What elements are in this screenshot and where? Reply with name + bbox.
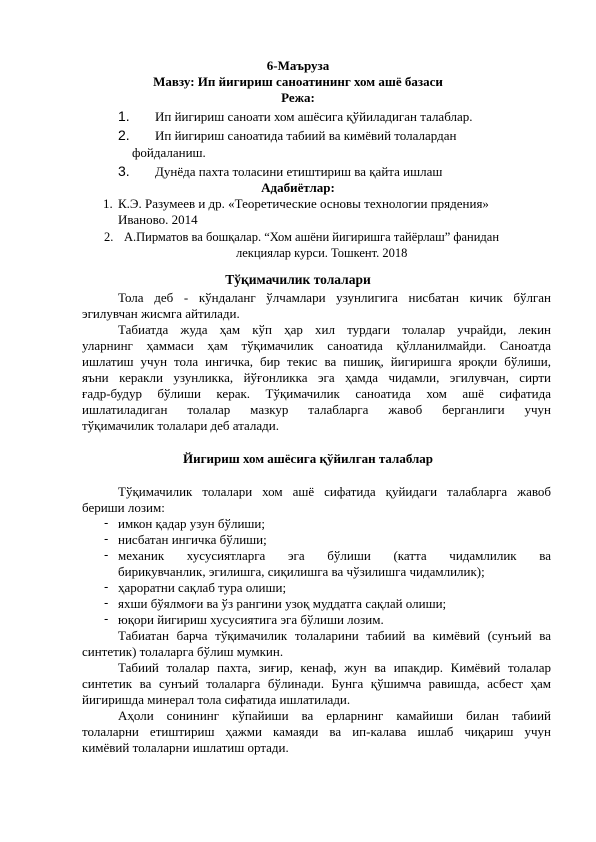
list-item: яхши бўялмоғи ва ўз рангини узоқ муддатга сақлай олиши; [118,596,447,611]
paragraph-line: кимёвий толаларни ишлатиш ортади. [82,740,289,755]
paragraph-line: ғадр-будур бўлиши керак. Тўқимачилик саноатида хом ашё сифатида [82,386,551,401]
list-item: юқори йигириш хусусиятига эга бўлиши лозим. [118,612,384,627]
list-dash: - [104,547,109,562]
paragraph-line: ишлатиш учун тола ингичка, бир текис ва пишиқ, йигиришга яроқли бўлиши, [82,354,551,369]
section-title: Йигириш хом ашёсига қўйилган талаблар [183,451,434,466]
literature-item-text-continued: Иваново. 2014 [118,212,198,227]
list-dash: - [104,579,109,594]
paragraph-line: бериши лозим: [82,500,165,515]
list-dash: - [104,595,109,610]
list-dash: - [104,611,109,626]
list-dash: - [104,515,109,530]
paragraph-line: Табиатан барча тўқимачилик толаларини табиий ва кимёвий (сунъий ва [118,628,551,643]
literature-title: Адабиётлар: [261,180,335,195]
paragraph-line: яъни керакли узунликка, йўғонликка эга ҳамда чидамли, эгилувчан, сирти [82,370,551,385]
paragraph-line: Табиатда жуда ҳам кўп ҳар хил турдаги толалар учрайди, лекин [118,322,551,337]
plan-item-text: Дунёда пахта толасини етиштириш ва қайта ишлаш [155,164,443,179]
list-dash: - [104,531,109,546]
paragraph-line: синтетик ва сунъий толаларга бўлинади. Бунга қўшимча равишда, асбест ҳам [82,676,551,691]
literature-item-text: К.Э. Разумеев и др. «Теоретические основы технологии прядения» [118,196,489,211]
literature-item-number: 2. [104,230,114,244]
plan-item-text-continued: фойдаланиш. [132,145,206,160]
paragraph-line: Табиий толалар пахта, зиғир, кенаф, жун ва ипакдир. Кимёвий толалар [118,660,551,675]
paragraph-line: Аҳоли сонининг кўпайиши ва ерларнинг камайиши билан табиий [118,708,551,723]
paragraph-line: синтетик) толаларга бўлиш мумкин. [82,644,284,659]
section-title: Тўқимачилик толалари [225,272,371,287]
plan-item-number: 3. [118,163,130,179]
paragraph-line: тўқимачилик толалари деб аталади. [82,418,280,433]
paragraph-line: Тўқимачилик толалари хом ашё сифатида қуйидаги талабларга жавоб [118,484,551,499]
paragraph-line: уларнинг ҳаммаси ҳам тўқимачилик саноатида қўлланилмайди. Саноатда [82,338,551,353]
literature-item-text-continued: лекциялар курси. Тошкент. 2018 [236,246,408,260]
plan-item-number: 2. [118,127,130,143]
list-item: нисбатан ингичка бўлиши; [118,532,267,547]
plan-title: Режа: [281,90,315,105]
lecture-topic: Мавзу: Ип йигириш саноатининг хом ашё базаси [153,74,443,89]
list-item: механик хусусиятларга эга бўлиши (катта чидамлилик ва [118,548,551,563]
paragraph-line: толаларни етиштириш ҳажми камаяди ва ип-калава ишлаб чиқариш учун [82,724,551,739]
list-item: ҳароратни сақлаб тура олиши; [118,580,287,595]
paragraph-line: Тола деб - кўндаланг ўлчамлари узунлигига нисбатан кичик бўлган [118,290,551,305]
literature-item-text: А.Пирматов ва бошқалар. “Хом ашёни йигиришга тайёрлаш” фанидан [124,230,500,244]
list-item: имкон қадар узун бўлиши; [118,516,265,531]
paragraph-line: йигиришда минерал тола сифатида ишлатилади. [82,692,351,707]
literature-item-number: 1. [103,196,113,211]
plan-item-text: Ип йигириш саноатида табиий ва кимёвий толалардан [155,128,457,143]
plan-item-text: Ип йигириш саноати хом ашёсига қўйиладиган талаблар. [155,109,473,124]
list-item-continued: бирикувчанлик, эгилишга, сиқилишга ва чўзилишга чидамлилик); [118,564,485,579]
lecture-number: 6-Маъруза [266,58,330,73]
paragraph-line: ишлатиладиган толалар мазкур талабларга жавоб берганлиги учун [82,402,551,417]
paragraph-line: эгилувчан жисмга айтилади. [82,306,240,321]
plan-item-number: 1. [118,108,130,124]
